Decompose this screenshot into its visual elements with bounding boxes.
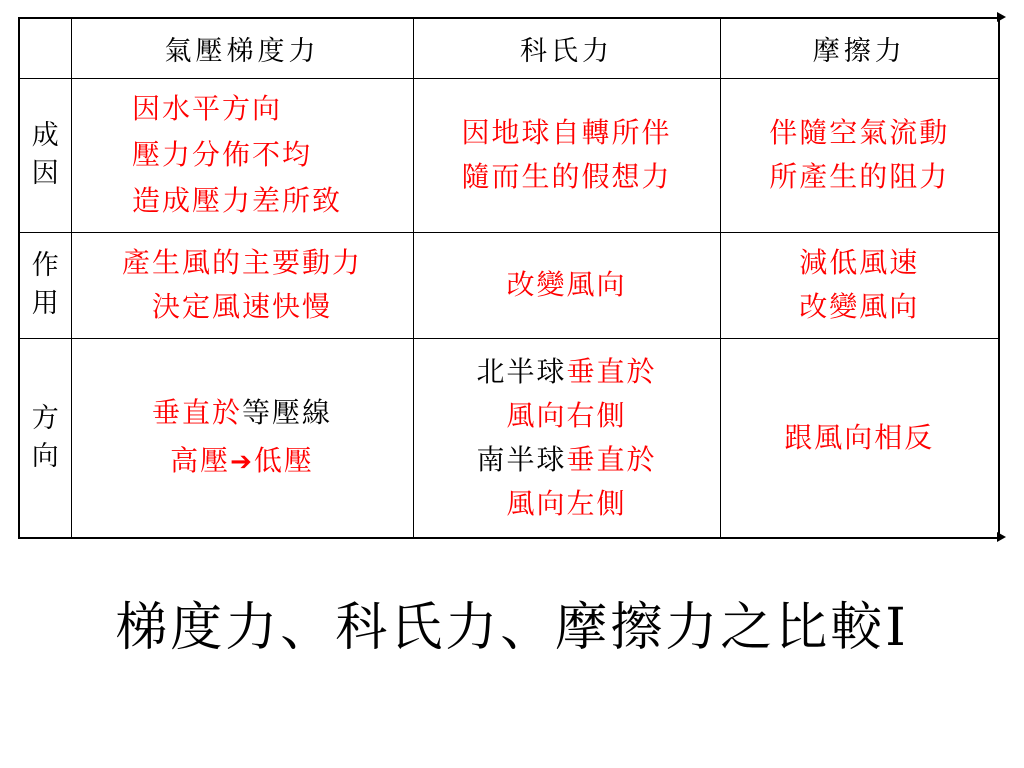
row-label-effect: 作 用	[19, 232, 71, 338]
row-label-direction: 方 向	[19, 338, 71, 538]
direction-pressure-gradient-cell	[71, 338, 413, 538]
cause-coriolis-cell	[413, 78, 720, 232]
dir-fr-line-1: 跟風向相反	[784, 420, 935, 454]
cause-fr-line-2: 所產生的阻力	[769, 160, 950, 193]
cause-pressure-gradient-cell	[71, 78, 413, 232]
cause-pg-line-3: 造成壓力差所致	[131, 184, 342, 217]
effect-coriolis-cell	[413, 232, 720, 338]
table-row-cause	[19, 78, 999, 232]
corner-cell	[19, 18, 71, 78]
header-friction-force: 摩擦力	[720, 18, 999, 78]
cause-pg-line-2: 壓力分佈不均	[131, 138, 312, 171]
table-row-direction	[19, 338, 999, 538]
dir-cor-north-right-side: 風向右側	[506, 398, 627, 432]
effect-cor-line-1: 改變風向	[506, 268, 627, 301]
dir-cor-south-left-side: 風向左側	[506, 486, 627, 520]
cause-cor-line-2: 隨而生的假想力	[461, 160, 672, 193]
effect-fr-line-2: 改變風向	[799, 290, 920, 323]
table-row-effect	[19, 232, 999, 338]
cause-pg-line-1: 因水平方向	[131, 92, 282, 125]
effect-pg-line-2: 決定風速快慢	[151, 290, 332, 323]
effect-pg-line-1: 產生風的主要動力	[121, 246, 362, 279]
dir-pg-low-pressure: 低壓	[253, 444, 314, 478]
dir-cor-south-hemisphere: 南半球	[476, 442, 567, 476]
effect-pressure-gradient-cell	[71, 232, 413, 338]
slide-title: 梯度力、科氏力、摩擦力之比較Ⅰ	[115, 598, 909, 658]
comparison-table-wrapper	[14, 14, 1002, 540]
header-coriolis-force: 科氏力	[413, 18, 720, 78]
direction-friction-cell	[720, 338, 999, 538]
dir-pg-perpendicular: 垂直於	[151, 396, 242, 430]
comparison-table	[18, 17, 1000, 539]
dir-cor-north-perpendicular: 垂直於	[566, 354, 657, 388]
header-row	[19, 18, 999, 78]
cause-friction-cell	[720, 78, 999, 232]
effect-friction-cell	[720, 232, 999, 338]
row-label-cause: 成 因	[19, 78, 71, 232]
dir-cor-north-hemisphere: 北半球	[476, 354, 567, 388]
header-pressure-gradient-force: 氣壓梯度力	[71, 18, 413, 78]
dir-pg-isobar: 等壓線	[242, 396, 333, 430]
dir-cor-south-perpendicular: 垂直於	[566, 442, 657, 476]
dir-pg-high-pressure: 高壓	[170, 444, 231, 478]
cause-fr-line-1: 伴隨空氣流動	[769, 116, 950, 149]
effect-fr-line-1: 減低風速	[799, 246, 920, 279]
right-arrow-icon: ➔	[230, 447, 254, 478]
cause-cor-line-1: 因地球自轉所伴	[461, 116, 672, 149]
direction-coriolis-cell	[413, 338, 720, 538]
